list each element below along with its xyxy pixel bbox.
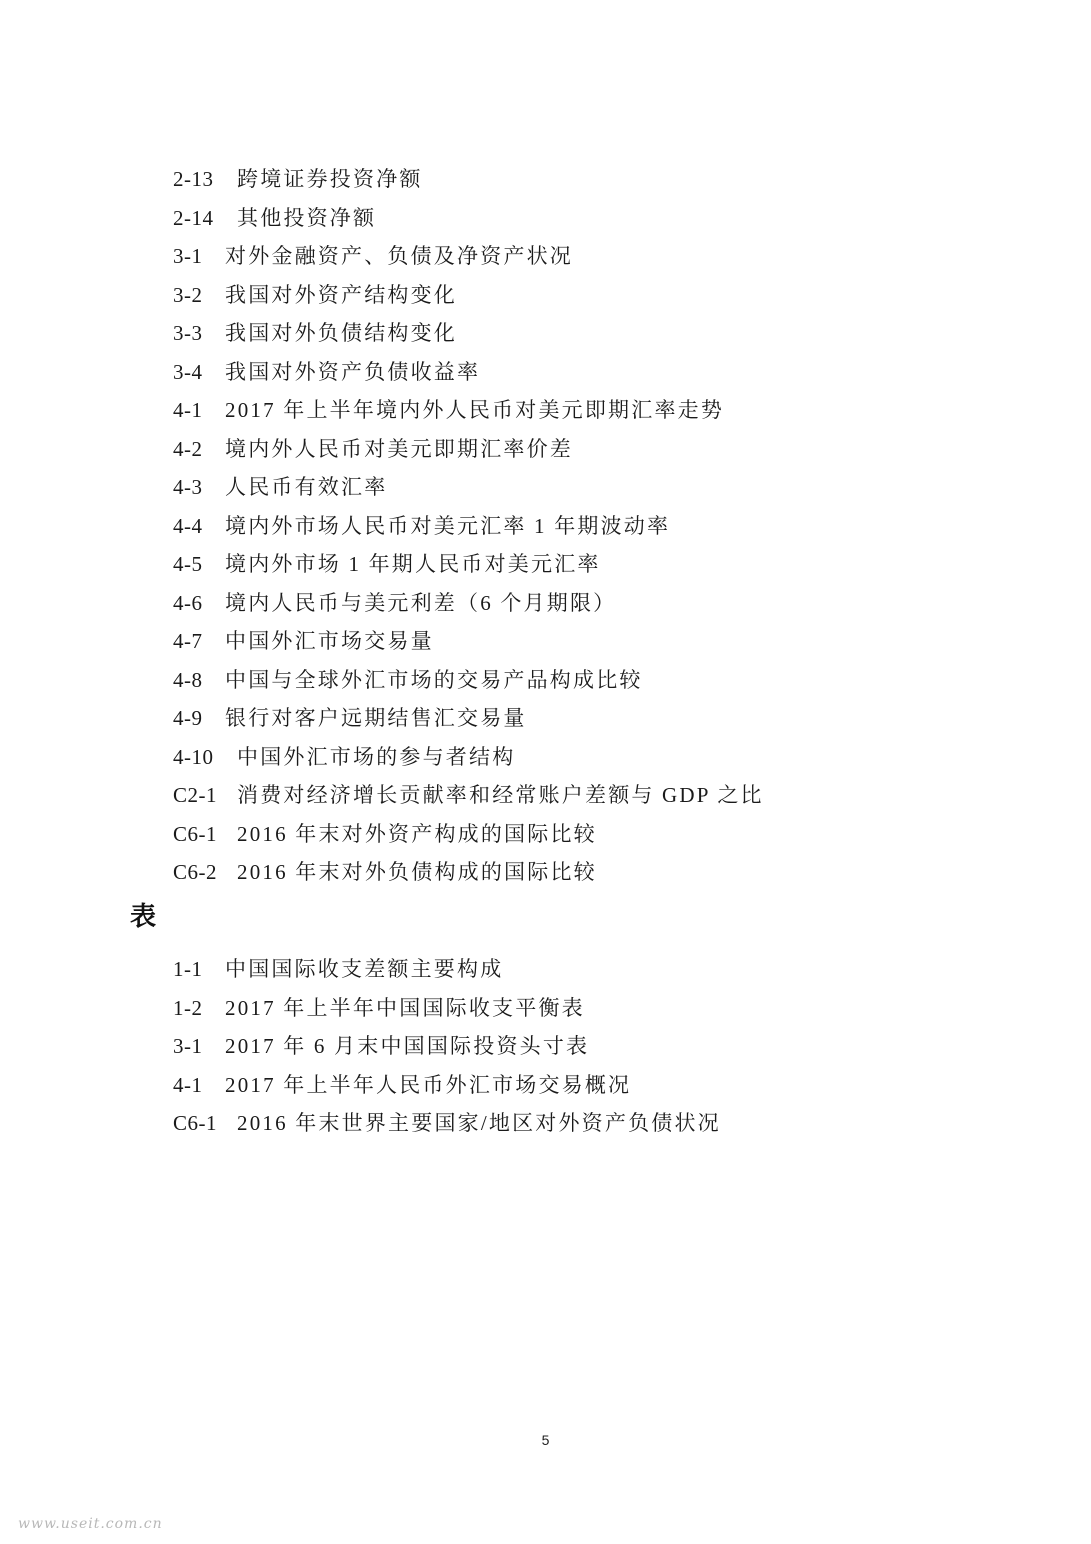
- figure-entry: [173, 661, 873, 700]
- figure-entry-number: 3-3: [173, 321, 203, 345]
- figure-entry-title: 跨境证券投资净额: [237, 167, 423, 191]
- figure-entry: [173, 776, 873, 815]
- table-entry: [173, 1027, 873, 1066]
- figure-entry: [173, 545, 873, 584]
- figure-entry-title: 银行对客户远期结售汇交易量: [225, 706, 527, 730]
- figure-entry-number: 4-2: [173, 436, 203, 461]
- figure-entry-title: 我国对外资产结构变化: [225, 282, 457, 307]
- figure-entry: [173, 237, 873, 276]
- figure-entry: [173, 853, 873, 892]
- table-entry-title: 中国国际收支差额主要构成: [225, 957, 504, 981]
- figure-entry-number: 4-3: [173, 475, 203, 499]
- table-entry-title: 2017 年上半年中国国际收支平衡表: [225, 995, 585, 1020]
- figure-entry: [173, 468, 873, 507]
- figure-entry-number: 4-8: [173, 667, 203, 692]
- figure-entry-number: 4-7: [173, 629, 203, 653]
- figure-entry: [173, 584, 873, 623]
- table-entry-number: C6-1: [173, 1111, 217, 1135]
- figure-entry-title: 中国与全球外汇市场的交易产品构成比较: [225, 667, 643, 692]
- table-entry: [173, 989, 873, 1028]
- watermark: www.useit.com.cn: [18, 1516, 163, 1532]
- table-entry: [173, 1066, 873, 1105]
- figure-entry-title: 消费对经济增长贡献率和经常账户差额与 GDP 之比: [237, 783, 764, 807]
- figure-entry-title: 中国外汇市场的参与者结构: [237, 744, 516, 769]
- figure-entry-title: 我国对外资产负债收益率: [225, 359, 481, 384]
- figure-entry: [173, 699, 873, 738]
- table-entry-title: 2017 年上半年人民币外汇市场交易概况: [225, 1072, 632, 1097]
- figure-entry-number: 2-14: [173, 205, 214, 230]
- figure-entry-title: 2016 年末对外负债构成的国际比较: [237, 860, 597, 884]
- figure-entry-title: 境内外市场 1 年期人民币对美元汇率: [225, 552, 601, 576]
- figure-list: [173, 160, 873, 892]
- figure-entry-title: 2016 年末对外资产构成的国际比较: [237, 821, 597, 846]
- figure-entry-number: 4-9: [173, 706, 203, 730]
- figure-entry: [173, 430, 873, 469]
- table-entry-number: 3-1: [173, 1034, 203, 1058]
- figure-entry-title: 境内人民币与美元利差（6 个月期限）: [225, 590, 617, 615]
- table-list: [173, 950, 873, 1143]
- figure-entry: [173, 507, 873, 546]
- figure-entry: [173, 199, 873, 238]
- table-entry-title: 2017 年 6 月末中国国际投资头寸表: [225, 1034, 590, 1058]
- tables-section-heading: 表: [130, 902, 157, 932]
- figure-entry-number: C6-2: [173, 860, 217, 884]
- figure-entry-number: 3-2: [173, 282, 203, 307]
- figure-entry-number: 3-1: [173, 244, 203, 268]
- figure-entry-number: 2-13: [173, 167, 214, 191]
- figure-entry-number: 4-1: [173, 398, 203, 422]
- figure-entry: [173, 353, 873, 392]
- figure-entry-title: 境内外市场人民币对美元汇率 1 年期波动率: [225, 513, 671, 538]
- table-entry: [173, 950, 873, 989]
- figure-entry-title: 其他投资净额: [237, 205, 377, 230]
- figure-entry: [173, 276, 873, 315]
- figure-entry-title: 人民币有效汇率: [225, 475, 388, 499]
- table-entry-number: 1-2: [173, 995, 203, 1020]
- figure-entry-number: 4-6: [173, 590, 203, 615]
- table-entry-number: 4-1: [173, 1072, 203, 1097]
- figure-entry-title: 我国对外负债结构变化: [225, 321, 457, 345]
- figure-entry-number: C2-1: [173, 783, 217, 807]
- figure-entry-number: 4-10: [173, 744, 214, 769]
- figure-entry: [173, 815, 873, 854]
- figure-entry-title: 境内外人民币对美元即期汇率价差: [225, 436, 573, 461]
- figure-entry: [173, 738, 873, 777]
- figure-entry-title: 对外金融资产、负债及净资产状况: [225, 244, 573, 268]
- table-entry-title: 2016 年末世界主要国家/地区对外资产负债状况: [237, 1111, 721, 1135]
- figure-entry-title: 中国外汇市场交易量: [225, 629, 434, 653]
- figure-entry-number: C6-1: [173, 821, 217, 846]
- table-entry-number: 1-1: [173, 957, 203, 981]
- figure-entry-number: 4-4: [173, 513, 203, 538]
- figure-entry-number: 3-4: [173, 359, 203, 384]
- figure-entry: [173, 160, 873, 199]
- figure-entry: [173, 314, 873, 353]
- figure-entry: [173, 622, 873, 661]
- figure-entry-number: 4-5: [173, 552, 203, 576]
- page-number: 5: [541, 1432, 550, 1448]
- table-entry: [173, 1104, 873, 1143]
- figure-entry: [173, 391, 873, 430]
- figure-entry-title: 2017 年上半年境内外人民币对美元即期汇率走势: [225, 398, 725, 422]
